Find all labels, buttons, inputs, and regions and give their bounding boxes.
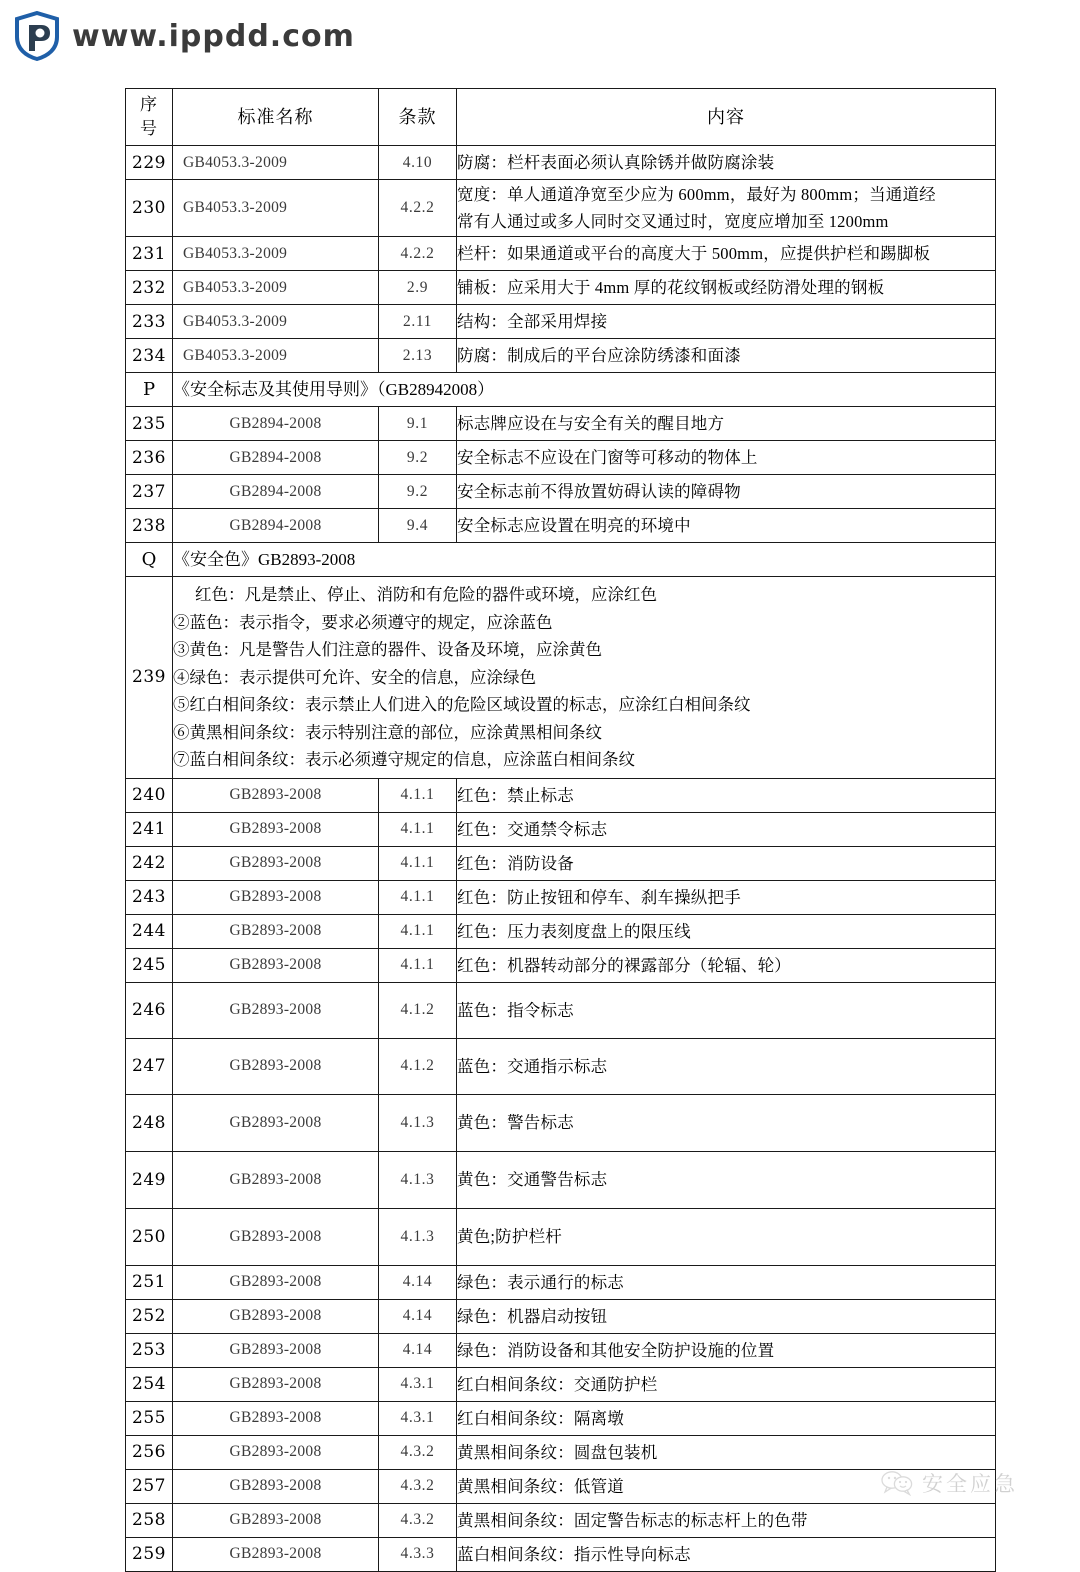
row-content: 蓝白相间条纹：指示性导向标志 xyxy=(457,1537,996,1571)
row-standard-name: GB2893-2008 xyxy=(173,880,379,914)
column-header-no xyxy=(126,89,173,146)
row-number: 259 xyxy=(126,1537,173,1571)
table-section-row xyxy=(126,373,996,407)
section-letter: P xyxy=(126,373,173,407)
row-number: 245 xyxy=(126,948,173,982)
row-content: 蓝色：交通指示标志 xyxy=(457,1038,996,1094)
row-standard-name: GB4053.3-2009 xyxy=(173,146,379,180)
row-clause: 4.1.3 xyxy=(379,1094,457,1151)
row-standard-name: GB2894-2008 xyxy=(173,441,379,475)
row-content: 防腐：栏杆表面必须认真除锈并做防腐涂装 xyxy=(457,146,996,180)
table-row xyxy=(126,509,996,543)
row-number: 229 xyxy=(126,146,173,180)
row-number: 241 xyxy=(126,812,173,846)
row-standard-name: GB2893-2008 xyxy=(173,1503,379,1537)
row-content: 黄色：警告标志 xyxy=(457,1094,996,1151)
row-standard-name: GB2893-2008 xyxy=(173,914,379,948)
row-clause: 2.13 xyxy=(379,339,457,373)
row-standard-name: GB2893-2008 xyxy=(173,812,379,846)
table-row xyxy=(126,846,996,880)
row-clause: 4.14 xyxy=(379,1333,457,1367)
row-content: 黄色;防护栏杆 xyxy=(457,1208,996,1265)
row-clause: 2.9 xyxy=(379,271,457,305)
row-content: 黄黑相间条纹：固定警告标志的标志杆上的色带 xyxy=(457,1503,996,1537)
row-number: 242 xyxy=(126,846,173,880)
row-number: 236 xyxy=(126,441,173,475)
row-content-list xyxy=(173,577,996,779)
list-line: 红色：凡是禁止、停止、消防和有危险的器件或环境，应涂红色 xyxy=(195,585,657,604)
row-content: 栏杆：如果通道或平台的高度大于 500mm，应提供护栏和踢脚板 xyxy=(457,237,996,271)
row-content: 标志牌应设在与安全有关的醒目地方 xyxy=(457,407,996,441)
row-clause: 4.3.1 xyxy=(379,1401,457,1435)
row-clause: 4.3.2 xyxy=(379,1469,457,1503)
list-line: ③黄色：凡是警告人们注意的器件、设备及环境，应涂黄色 xyxy=(173,640,602,659)
table-row xyxy=(126,146,996,180)
row-standard-name: GB4053.3-2009 xyxy=(173,180,379,237)
row-number: 253 xyxy=(126,1333,173,1367)
row-content: 红色：防止按钮和停车、刹车操纵把手 xyxy=(457,880,996,914)
row-content: 绿色：表示通行的标志 xyxy=(457,1265,996,1299)
row-standard-name: GB2893-2008 xyxy=(173,1038,379,1094)
row-content: 安全标志应设置在明亮的环境中 xyxy=(457,509,996,543)
row-number: 237 xyxy=(126,475,173,509)
row-content-line1: 宽度：单人通道净宽至少应为 600mm，最好为 800mm；当通道经 xyxy=(457,185,936,204)
row-number: 254 xyxy=(126,1367,173,1401)
list-line: ④绿色：表示提供可允许、安全的信息，应涂绿色 xyxy=(173,667,536,687)
row-number: 246 xyxy=(126,982,173,1038)
list-line: ⑥黄黑相间条纹：表示特别注意的部位，应涂黄黑相间条纹 xyxy=(173,722,602,742)
table-row xyxy=(126,1265,996,1299)
row-clause: 4.3.2 xyxy=(379,1435,457,1469)
row-content: 黄色：交通警告标志 xyxy=(457,1151,996,1208)
row-number: 238 xyxy=(126,509,173,543)
row-clause: 4.1.1 xyxy=(379,880,457,914)
row-standard-name: GB2893-2008 xyxy=(173,1151,379,1208)
row-content: 红色：机器转动部分的裸露部分（轮辐、轮） xyxy=(457,948,996,982)
row-content: 红色：消防设备 xyxy=(457,846,996,880)
table-row xyxy=(126,1537,996,1571)
table-row xyxy=(126,407,996,441)
row-clause: 9.1 xyxy=(379,407,457,441)
table-row xyxy=(126,1503,996,1537)
row-standard-name: GB2894-2008 xyxy=(173,407,379,441)
table-row xyxy=(126,237,996,271)
table-row xyxy=(126,1401,996,1435)
row-clause: 4.3.3 xyxy=(379,1537,457,1571)
row-content: 红色：禁止标志 xyxy=(457,778,996,812)
table-row xyxy=(126,812,996,846)
table-row xyxy=(126,1208,996,1265)
row-number: 250 xyxy=(126,1208,173,1265)
table-row xyxy=(126,1151,996,1208)
table-row xyxy=(126,1299,996,1333)
row-clause: 9.4 xyxy=(379,509,457,543)
row-standard-name: GB2893-2008 xyxy=(173,948,379,982)
row-content: 黄黑相间条纹：圆盘包装机 xyxy=(457,1435,996,1469)
column-header-clause: 条款 xyxy=(379,89,457,146)
list-line: ②蓝色：表示指令，要求必须遵守的规定，应涂蓝色 xyxy=(173,612,553,632)
row-standard-name: GB2893-2008 xyxy=(173,846,379,880)
row-standard-name: GB4053.3-2009 xyxy=(173,271,379,305)
row-content: 黄黑相间条纹：低管道 xyxy=(457,1469,996,1503)
row-clause: 4.2.2 xyxy=(379,180,457,237)
table-row xyxy=(126,1367,996,1401)
row-content: 绿色：消防设备和其他安全防护设施的位置 xyxy=(457,1333,996,1367)
row-number: 231 xyxy=(126,237,173,271)
column-header-no-line1: 序 xyxy=(140,95,158,115)
table-row xyxy=(126,880,996,914)
row-clause: 4.14 xyxy=(379,1299,457,1333)
row-content: 蓝色：指令标志 xyxy=(457,982,996,1038)
row-standard-name: GB2893-2008 xyxy=(173,1469,379,1503)
row-standard-name: GB2893-2008 xyxy=(173,1299,379,1333)
row-standard-name: GB2893-2008 xyxy=(173,778,379,812)
row-content: 绿色：机器启动按钮 xyxy=(457,1299,996,1333)
watermark-text: 安全应急 xyxy=(922,1472,1018,1496)
row-number: 256 xyxy=(126,1435,173,1469)
row-content: 结构：全部采用焊接 xyxy=(457,305,996,339)
row-standard-name: GB2894-2008 xyxy=(173,509,379,543)
table-row xyxy=(126,778,996,812)
row-standard-name: GB2893-2008 xyxy=(173,1094,379,1151)
row-number: 243 xyxy=(126,880,173,914)
table-row-multiline xyxy=(126,577,996,779)
table-row xyxy=(126,180,996,237)
row-standard-name: GB4053.3-2009 xyxy=(173,237,379,271)
table-row xyxy=(126,914,996,948)
table-section-row xyxy=(126,543,996,577)
row-clause: 4.2.2 xyxy=(379,237,457,271)
row-clause: 4.14 xyxy=(379,1265,457,1299)
row-standard-name: GB4053.3-2009 xyxy=(173,339,379,373)
table-row xyxy=(126,1038,996,1094)
row-clause: 4.3.1 xyxy=(379,1367,457,1401)
row-number: 233 xyxy=(126,305,173,339)
table-row xyxy=(126,475,996,509)
row-number: 255 xyxy=(126,1401,173,1435)
row-number: 249 xyxy=(126,1151,173,1208)
row-clause: 9.2 xyxy=(379,475,457,509)
row-standard-name: GB2893-2008 xyxy=(173,1265,379,1299)
row-number: 239 xyxy=(126,577,173,779)
row-number: 232 xyxy=(126,271,173,305)
row-clause: 4.3.2 xyxy=(379,1503,457,1537)
row-clause: 4.1.2 xyxy=(379,1038,457,1094)
row-number: 248 xyxy=(126,1094,173,1151)
table-row xyxy=(126,982,996,1038)
row-clause: 4.1.1 xyxy=(379,846,457,880)
column-header-no-line2: 号 xyxy=(140,119,158,139)
row-clause: 4.1.1 xyxy=(379,778,457,812)
row-standard-name: GB2893-2008 xyxy=(173,1208,379,1265)
row-standard-name: GB2893-2008 xyxy=(173,1401,379,1435)
table-row xyxy=(126,1469,996,1503)
row-content xyxy=(457,180,996,237)
wechat-bubbles-icon xyxy=(880,1470,914,1496)
standards-table xyxy=(125,88,996,1572)
row-content: 铺板：应采用大于 4mm 厚的花纹钢板或经防滑处理的钢板 xyxy=(457,271,996,305)
row-content: 安全标志前不得放置妨碍认读的障碍物 xyxy=(457,475,996,509)
row-content: 红白相间条纹：隔离墩 xyxy=(457,1401,996,1435)
column-header-standard-name: 标准名称 xyxy=(173,89,379,146)
table-row xyxy=(126,948,996,982)
table-row xyxy=(126,441,996,475)
row-clause: 4.1.3 xyxy=(379,1208,457,1265)
site-url-text: www.ippdd.com xyxy=(72,18,355,54)
row-number: 230 xyxy=(126,180,173,237)
row-number: 240 xyxy=(126,778,173,812)
row-number: 252 xyxy=(126,1299,173,1333)
row-clause: 4.1.1 xyxy=(379,812,457,846)
list-line: ⑤红白相间条纹：表示禁止人们进入的危险区域设置的标志，应涂红白相间条纹 xyxy=(173,695,751,714)
table-row xyxy=(126,1333,996,1367)
table-row xyxy=(126,1435,996,1469)
row-content: 红色：压力表刻度盘上的限压线 xyxy=(457,914,996,948)
row-content: 红色：交通禁令标志 xyxy=(457,812,996,846)
row-content: 红白相间条纹：交通防护栏 xyxy=(457,1367,996,1401)
row-number: 247 xyxy=(126,1038,173,1094)
section-title: 《安全色》GB2893-2008 xyxy=(173,543,996,577)
table-row xyxy=(126,339,996,373)
table-row xyxy=(126,305,996,339)
row-content-line2: 常有人通过或多人同时交叉通过时，宽度应增加至 1200mm xyxy=(457,212,889,231)
row-clause: 4.1.1 xyxy=(379,914,457,948)
table-row xyxy=(126,1094,996,1151)
list-line: ⑦蓝白相间条纹：表示必须遵守规定的信息，应涂蓝白相间条纹 xyxy=(173,750,635,769)
row-standard-name: GB2893-2008 xyxy=(173,1435,379,1469)
footer-watermark xyxy=(880,1468,1018,1498)
shield-p-logo-icon xyxy=(14,11,60,61)
row-clause: 4.10 xyxy=(379,146,457,180)
row-clause: 4.1.2 xyxy=(379,982,457,1038)
row-content: 安全标志不应设在门窗等可移动的物体上 xyxy=(457,441,996,475)
row-clause: 4.1.1 xyxy=(379,948,457,982)
row-clause: 2.11 xyxy=(379,305,457,339)
table-row xyxy=(126,271,996,305)
row-standard-name: GB4053.3-2009 xyxy=(173,305,379,339)
section-title: 《安全标志及其使用导则》（GB28942008） xyxy=(173,373,996,407)
row-number: 258 xyxy=(126,1503,173,1537)
column-header-content: 内容 xyxy=(457,89,996,146)
row-number: 244 xyxy=(126,914,173,948)
row-standard-name: GB2893-2008 xyxy=(173,1333,379,1367)
row-clause: 9.2 xyxy=(379,441,457,475)
row-clause: 4.1.3 xyxy=(379,1151,457,1208)
page-header xyxy=(0,0,1080,72)
row-content: 防腐：制成后的平台应涂防绣漆和面漆 xyxy=(457,339,996,373)
section-letter: Q xyxy=(126,543,173,577)
table-header-row xyxy=(126,89,996,146)
row-number: 235 xyxy=(126,407,173,441)
row-number: 251 xyxy=(126,1265,173,1299)
row-number: 257 xyxy=(126,1469,173,1503)
row-standard-name: GB2894-2008 xyxy=(173,475,379,509)
row-number: 234 xyxy=(126,339,173,373)
row-standard-name: GB2893-2008 xyxy=(173,982,379,1038)
row-standard-name: GB2893-2008 xyxy=(173,1537,379,1571)
table-body xyxy=(126,146,996,1572)
row-standard-name: GB2893-2008 xyxy=(173,1367,379,1401)
